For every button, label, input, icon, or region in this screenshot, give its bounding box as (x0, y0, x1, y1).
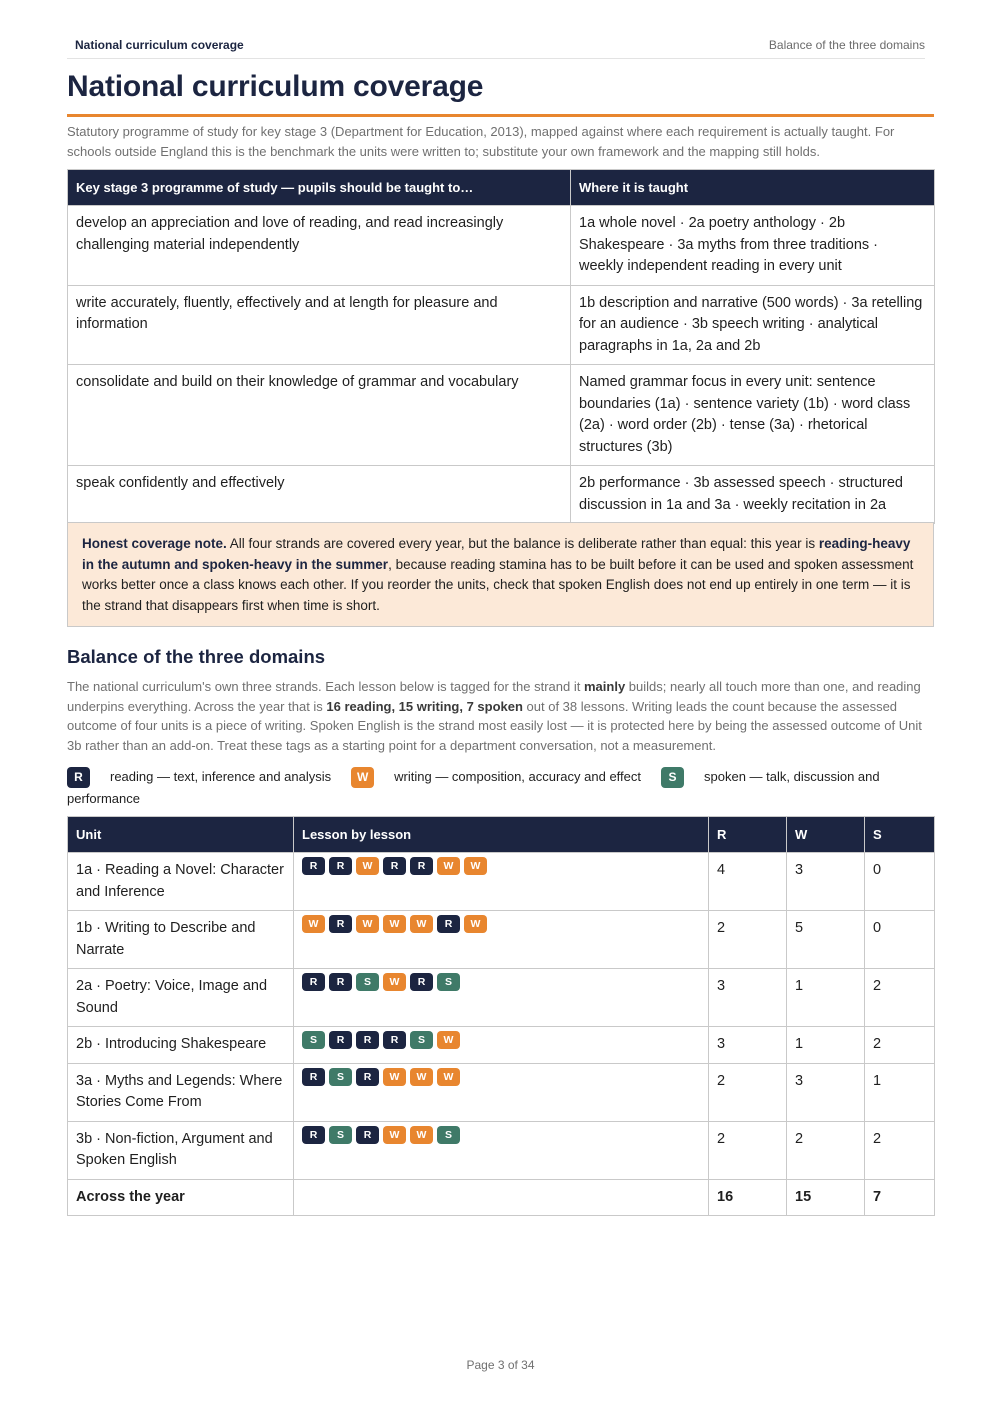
unit-name: 1b · Writing to Describe and Narrate (68, 911, 294, 969)
coverage-header-row (68, 170, 935, 206)
lesson-tag-r: R (329, 857, 352, 875)
coverage-requirement: write accurately, fluently, effectively and at length for pleasure and information (68, 285, 571, 365)
count-w: 2 (787, 1121, 865, 1179)
coverage-header-where: Where it is taught (571, 170, 935, 206)
lesson-tag-w: W (410, 1126, 433, 1144)
table-row (68, 1027, 935, 1064)
coverage-requirement: speak confidently and effectively (68, 466, 571, 524)
lesson-tag-s: S (302, 1031, 325, 1049)
lesson-tag-w: W (383, 915, 406, 933)
coverage-table (67, 169, 935, 524)
section-intro-text: out of 38 lessons. Writing leads the count because the assessed outcome of four units is a piece of writing. Spoken English is the strand most easily lost — it is protected here by being the assessed outcome of Unit 3b rather than an add-on. Treat these tags as a starting point for a department conversation, not a measurement. (67, 698, 922, 753)
lesson-tag-r: R (437, 915, 460, 933)
coverage-note-emphasis: reading-heavy in the autumn and spoken-heavy in the summer (82, 536, 911, 572)
lesson-tag-r: R (410, 857, 433, 875)
lesson-tag-s: S (329, 1126, 352, 1144)
unit-name: 3a · Myths and Legends: Where Stories Come From (68, 1063, 294, 1121)
lesson-tag-r: R (302, 973, 325, 991)
coverage-requirement: consolidate and build on their knowledge of grammar and vocabulary (68, 365, 571, 466)
lesson-tag-r: R (383, 857, 406, 875)
coverage-requirement: develop an appreciation and love of reading, and read increasingly challenging material independently (68, 206, 571, 286)
lesson-tag-r: R (356, 1068, 379, 1086)
lesson-tags (294, 853, 709, 911)
coverage-note-text: All four strands are covered every year, but the balance is deliberate rather than equal: this year is (226, 536, 819, 551)
lesson-tag-w: W (437, 1031, 460, 1049)
count-w: 1 (787, 969, 865, 1027)
lesson-tag-w: W (464, 857, 487, 875)
count-r: 2 (709, 1063, 787, 1121)
lesson-tag-w: W (464, 915, 487, 933)
lesson-tag-r: R (410, 973, 433, 991)
table-row (68, 853, 935, 911)
unit-name: 3b · Non-fiction, Argument and Spoken English (68, 1121, 294, 1179)
section-title: Balance of the three domains (67, 646, 326, 667)
count-w: 3 (787, 853, 865, 911)
lesson-tag-s: S (410, 1031, 433, 1049)
count-s: 2 (865, 1027, 935, 1064)
balance-table (67, 816, 935, 1216)
lesson-tag-w: W (383, 1126, 406, 1144)
balance-header-lessons: Lesson by lesson (294, 817, 709, 853)
legend-label: writing — composition, accuracy and effect (394, 769, 642, 784)
table-row (68, 969, 935, 1027)
lesson-tag-r: R (329, 973, 352, 991)
section-intro-text: builds; nearly all touch more than one, and reading underpins everything. Across the year that is (67, 679, 921, 714)
table-row (68, 466, 935, 524)
lesson-tags (294, 1063, 709, 1121)
coverage-note-lead: Honest coverage note. (82, 536, 227, 551)
lesson-tags (294, 969, 709, 1027)
count-w: 1 (787, 1027, 865, 1064)
lesson-tag-s: S (329, 1068, 352, 1086)
intro-paragraph: Statutory programme of study for key stage 3 (Department for Education, 2013), mapped against where each requirement is actually taught. For schools outside England this is the benchmark the units were written to; substitute your own framework and the mapping still holds. (67, 124, 895, 159)
legend-key-reading: R (67, 767, 90, 788)
count-s: 0 (865, 853, 935, 911)
lesson-tag-w: W (356, 857, 379, 875)
page-number: Page 3 of 34 (466, 1358, 535, 1372)
legend-label: reading — text, inference and analysis (110, 769, 332, 784)
unit-name: 1a · Reading a Novel: Character and Inference (68, 853, 294, 911)
lesson-tag-w: W (356, 915, 379, 933)
unit-name: 2b · Introducing Shakespeare (68, 1027, 294, 1064)
lesson-tag-r: R (356, 1031, 379, 1049)
lesson-tag-s: S (437, 1126, 460, 1144)
count-r: 4 (709, 853, 787, 911)
coverage-location: 1b description and narrative (500 words) · 3a retelling for an audience · 3b speech writing · analytical paragraphs in 1a, 2a and 2b (571, 285, 935, 365)
coverage-location: 2b performance · 3b assessed speech · structured discussion in 1a and 3a · weekly recitation in 2a (571, 466, 935, 524)
total-count-r: 16 (709, 1179, 787, 1216)
lesson-tag-r: R (302, 1068, 325, 1086)
unit-name: 2a · Poetry: Voice, Image and Sound (68, 969, 294, 1027)
total-label: Across the year (68, 1179, 294, 1216)
legend-item-reading (67, 769, 351, 784)
lesson-tag-w: W (383, 1068, 406, 1086)
lesson-tag-w: W (437, 857, 460, 875)
count-s: 0 (865, 911, 935, 969)
legend-key-spoken: S (661, 767, 684, 788)
table-row (68, 285, 935, 365)
table-row (68, 206, 935, 286)
section-intro-emphasis: mainly (583, 679, 626, 694)
coverage-location: 1a whole novel · 2a poetry anthology · 2b Shakespeare · 3a myths from three traditions · weekly independent reading in every unit (571, 206, 935, 286)
count-r: 3 (709, 969, 787, 1027)
count-s: 2 (865, 969, 935, 1027)
count-s: 2 (865, 1121, 935, 1179)
running-header-section: Balance of the three domains (768, 38, 925, 52)
total-count-w: 15 (787, 1179, 865, 1216)
coverage-note (67, 522, 934, 627)
running-header-title: National curriculum coverage (75, 38, 244, 52)
table-row (68, 365, 935, 466)
legend-item-writing (351, 769, 661, 784)
page-title: National curriculum coverage (67, 70, 484, 103)
balance-header-row (68, 817, 935, 853)
strand-legend (67, 766, 934, 810)
lesson-tag-r: R (302, 1126, 325, 1144)
section-intro-text: The national curriculum's own three strands. Each lesson below is tagged for the strand it (67, 679, 584, 694)
lesson-tag-r: R (302, 857, 325, 875)
total-row (68, 1179, 935, 1216)
coverage-note-text: , because reading stamina has to be built before it can be used and spoken assessment works better once a class knows each other. If you reorder the units, check that spoken English does not end up entirely in one term — it is the strand that disappears first when time is short. (82, 556, 914, 613)
lesson-tag-w: W (410, 1068, 433, 1086)
lesson-tag-w: W (383, 973, 406, 991)
balance-header-r: R (709, 817, 787, 853)
total-count-s: 7 (865, 1179, 935, 1216)
coverage-header-programme: Key stage 3 programme of study — pupils should be taught to… (68, 170, 571, 206)
table-row (68, 1121, 935, 1179)
balance-header-w: W (787, 817, 865, 853)
count-r: 2 (709, 1121, 787, 1179)
count-s: 1 (865, 1063, 935, 1121)
count-r: 2 (709, 911, 787, 969)
count-w: 3 (787, 1063, 865, 1121)
balance-header-unit: Unit (68, 817, 294, 853)
lesson-tag-s: S (437, 973, 460, 991)
coverage-location: Named grammar focus in every unit: sentence boundaries (1a) · sentence variety (1b) · word class (2a) · word order (2b) · tense (3a) · rhetorical structures (3b) (571, 365, 935, 466)
lesson-tag-s: S (356, 973, 379, 991)
count-r: 3 (709, 1027, 787, 1064)
lesson-tag-w: W (437, 1068, 460, 1086)
lesson-tag-r: R (356, 1126, 379, 1144)
lesson-tag-r: R (329, 1031, 352, 1049)
total-lessons-empty (294, 1179, 709, 1216)
lesson-tag-w: W (410, 915, 433, 933)
lesson-tags (294, 1027, 709, 1064)
title-divider (67, 114, 934, 117)
lesson-tag-r: R (329, 915, 352, 933)
section-intro (67, 677, 929, 755)
count-w: 5 (787, 911, 865, 969)
section-intro-emphasis: 16 reading, 15 writing, 7 spoken (326, 698, 523, 714)
lesson-tag-w: W (302, 915, 325, 933)
legend-label: spoken — talk, discussion and performance (67, 769, 880, 807)
lesson-tags (294, 1121, 709, 1179)
running-header (67, 38, 925, 59)
lesson-tag-r: R (383, 1031, 406, 1049)
table-row (68, 911, 935, 969)
lesson-tags (294, 911, 709, 969)
table-row (68, 1063, 935, 1121)
legend-key-writing: W (351, 767, 374, 788)
balance-header-s: S (865, 817, 935, 853)
